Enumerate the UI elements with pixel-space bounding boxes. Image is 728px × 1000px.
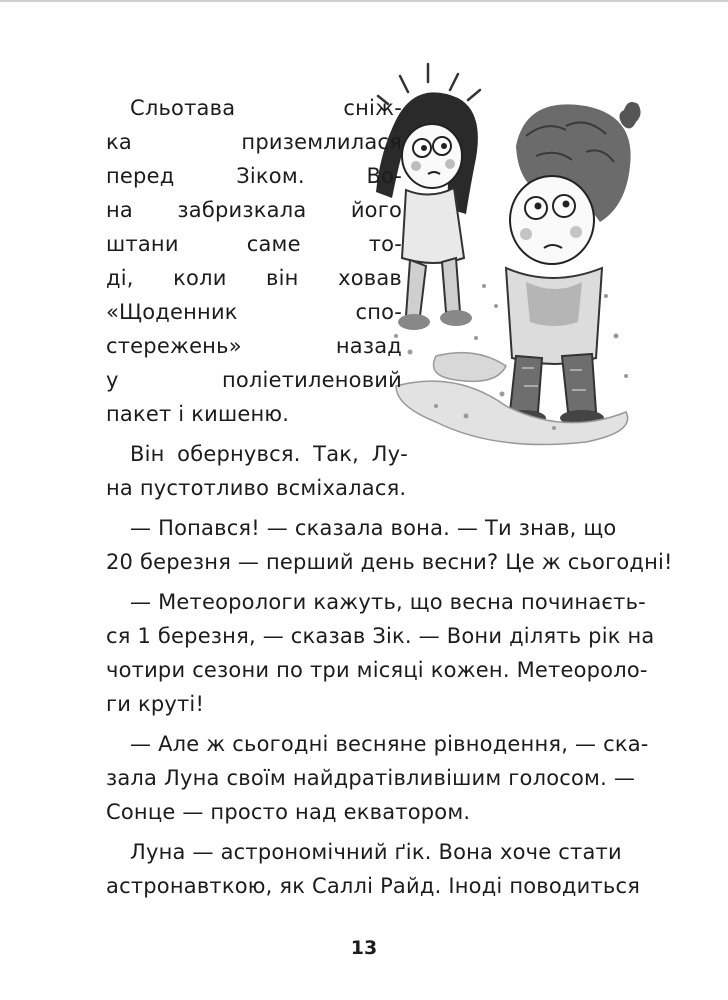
children-illustration bbox=[376, 56, 646, 446]
text-line: чотири сезони по три місяці кожен. Метеороло- bbox=[106, 658, 648, 682]
text-line: у поліетиленовий bbox=[106, 368, 402, 392]
text-line: на пустотливо всміхалася. bbox=[106, 476, 407, 500]
text-line: стережень» назад bbox=[106, 334, 402, 358]
text-line: на забризкала його bbox=[106, 198, 402, 222]
text-line: ка приземлилася bbox=[106, 130, 402, 154]
text-line: Він обернувся. Так, Лу- bbox=[130, 442, 408, 466]
text-line: зала Луна своїм найдратівливішим голосом. — bbox=[106, 766, 636, 790]
text-line: штани саме то- bbox=[106, 232, 402, 256]
text-line: перед Зіком. Во- bbox=[106, 164, 402, 188]
text-line: — Метеорологи кажуть, що весна починаєть- bbox=[130, 590, 646, 614]
text-line: ги круті! bbox=[106, 692, 205, 716]
text-line: Сонце — просто над екватором. bbox=[106, 800, 471, 824]
text-line: Луна — астрономічний ґік. Вона хоче стати bbox=[130, 840, 622, 864]
text-line: ся 1 березня, — сказав Зік. — Вони ділять рік на bbox=[106, 624, 655, 648]
text-line: Сльотава сніж- bbox=[130, 96, 402, 120]
text-line: — Але ж сьогодні весняне рівнодення, — ска- bbox=[130, 732, 649, 756]
text-line: пакет і кишеню. bbox=[106, 402, 290, 426]
text-line: — Попався! — сказала вона. — Ти знав, що bbox=[130, 516, 617, 540]
text-line: ді, коли він ховав bbox=[106, 266, 402, 290]
text-line: 20 березня — перший день весни? Це ж сьогодні! bbox=[106, 550, 673, 574]
page-number: 13 bbox=[350, 937, 378, 959]
text-line: «Щоденник спо- bbox=[106, 300, 402, 324]
text-line: астронавткою, як Саллі Райд. Іноді поводиться bbox=[106, 874, 641, 898]
